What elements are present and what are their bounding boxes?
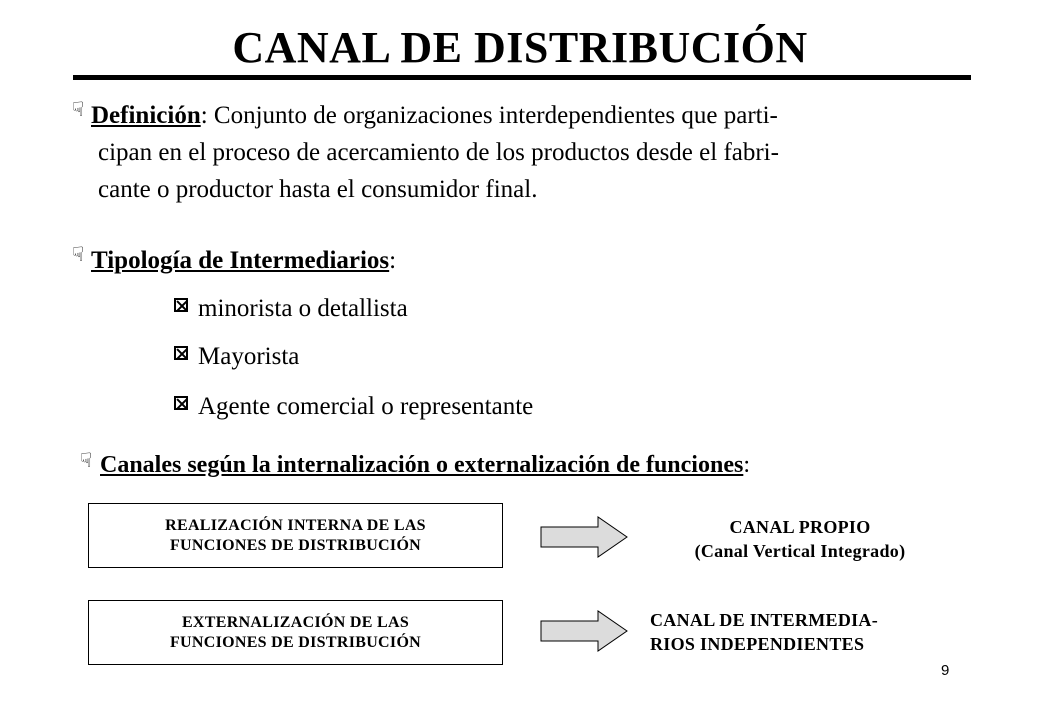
typology-item-mayorista: Mayorista <box>198 343 300 370</box>
checkbox-x-icon <box>174 346 188 360</box>
own-channel-result <box>665 515 935 564</box>
external-functions-box <box>88 600 503 665</box>
definition-text-1: Conjunto de organizaciones interdependientes que parti- <box>207 102 778 129</box>
definition-line-2: cipan en el proceso de acercamiento de los productos desde el fabri- <box>98 139 779 166</box>
own-channel-line-1: CANAL PROPIO <box>729 517 871 537</box>
internal-box-line-1: REALIZACIÓN INTERNA DE LAS <box>165 516 426 534</box>
hand-pointer-icon: ☟ <box>72 97 85 121</box>
definition-line-3: cante o productor hasta el consumidor final. <box>98 176 538 203</box>
channels-heading <box>100 453 750 477</box>
channels-label: Canales según la internalización o externalización de funciones <box>100 452 744 478</box>
checkbox-x-icon <box>174 298 188 312</box>
external-box-line-1: EXTERNALIZACIÓN DE LAS <box>181 613 410 631</box>
internal-functions-box <box>88 503 503 568</box>
checkbox-x-icon <box>174 396 188 410</box>
definition-label: Definición <box>91 102 201 129</box>
typology-heading <box>91 248 396 273</box>
own-channel-line-2: (Canal Vertical Integrado) <box>694 541 906 562</box>
definition-colon: : <box>200 102 208 129</box>
typology-item-agente: Agente comercial o representante <box>198 393 534 420</box>
internal-box-line-2: FUNCIONES DE DISTRIBUCIÓN <box>169 536 422 554</box>
title-underline <box>73 75 971 80</box>
independent-channel-line-1: CANAL DE INTERMEDIA- <box>650 610 879 630</box>
hand-pointer-icon: ☟ <box>80 448 93 472</box>
slide-title: CANAL DE DISTRIBUCIÓN <box>232 23 808 72</box>
hand-pointer-icon: ☟ <box>72 242 85 266</box>
independent-channel-line-2: RIOS INDEPENDIENTES <box>650 634 865 655</box>
page-number: 9 <box>941 662 950 679</box>
definition-line-1 <box>91 103 778 128</box>
independent-channel-result <box>650 608 878 657</box>
arrow-right-icon <box>540 516 628 558</box>
arrow-right-icon <box>540 610 628 652</box>
typology-label: Tipología de Intermediarios <box>91 247 390 274</box>
external-box-line-2: FUNCIONES DE DISTRIBUCIÓN <box>169 633 422 651</box>
typology-colon: : <box>389 247 397 274</box>
channels-colon: : <box>743 452 750 478</box>
typology-item-minorista: minorista o detallista <box>198 295 408 322</box>
